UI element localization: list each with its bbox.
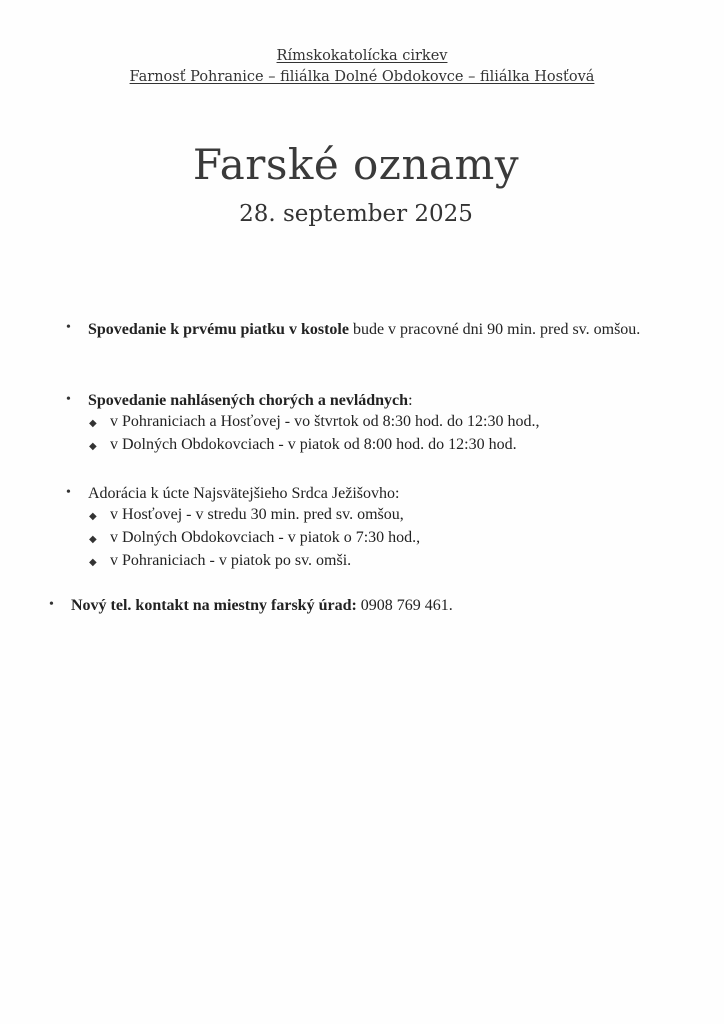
announcement-item <box>71 594 649 618</box>
bullet-icon: • <box>66 320 71 335</box>
announcement-text: bude v pracovné dni 90 min. pred sv. omšou. <box>348 321 641 338</box>
bullet-icon: • <box>66 392 71 407</box>
diamond-bullet-icon: ◆ <box>89 418 97 429</box>
announcement-item <box>88 318 666 342</box>
announcement-text: : <box>408 392 413 409</box>
diamond-bullet-icon: ◆ <box>89 441 97 452</box>
diamond-bullet-icon: ◆ <box>89 557 97 568</box>
bullet-icon: • <box>66 485 71 500</box>
announcement-subitem: v Pohraniciach - v piatok po sv. omši. <box>110 552 352 569</box>
announcement-subitem: v Dolných Obdokovciach - v piatok od 8:00 hod. do 12:30 hod. <box>110 436 517 453</box>
announcement-item <box>88 389 666 413</box>
announcement-item <box>88 482 666 506</box>
announcement-subitem: v Dolných Obdokovciach - v piatok o 7:30 hod., <box>110 529 421 546</box>
church-name: Rímskokatolícka cirkev <box>276 48 448 64</box>
announcement-text: 0908 769 461. <box>356 597 453 614</box>
announcement-subitem: v Pohraniciach a Hosťovej - vo štvrtok od 8:30 hod. do 12:30 hod., <box>110 413 540 430</box>
announcement-bold: Spovedanie k prvému piatku v kostole <box>88 321 349 338</box>
bullet-icon: • <box>49 597 54 612</box>
announcement-text: Adorácia k úcte Najsvätejšieho Srdca Ježišovho: <box>88 485 400 502</box>
announcement-subitem: v Hosťovej - v stredu 30 min. pred sv. omšou, <box>110 506 404 523</box>
diamond-bullet-icon: ◆ <box>89 534 97 545</box>
announcement-bold: Spovedanie nahlásených chorých a nevládnych <box>88 392 409 409</box>
announcement-bold: Nový tel. kontakt na miestny farský úrad: <box>71 597 357 614</box>
page-title: Farské oznamy <box>192 140 520 189</box>
parish-name: Farnosť Pohranice – filiálka Dolné Obdokovce – filiálka Hosťová <box>129 69 595 85</box>
announcement-date: 28. september 2025 <box>239 201 473 227</box>
diamond-bullet-icon: ◆ <box>89 511 97 522</box>
